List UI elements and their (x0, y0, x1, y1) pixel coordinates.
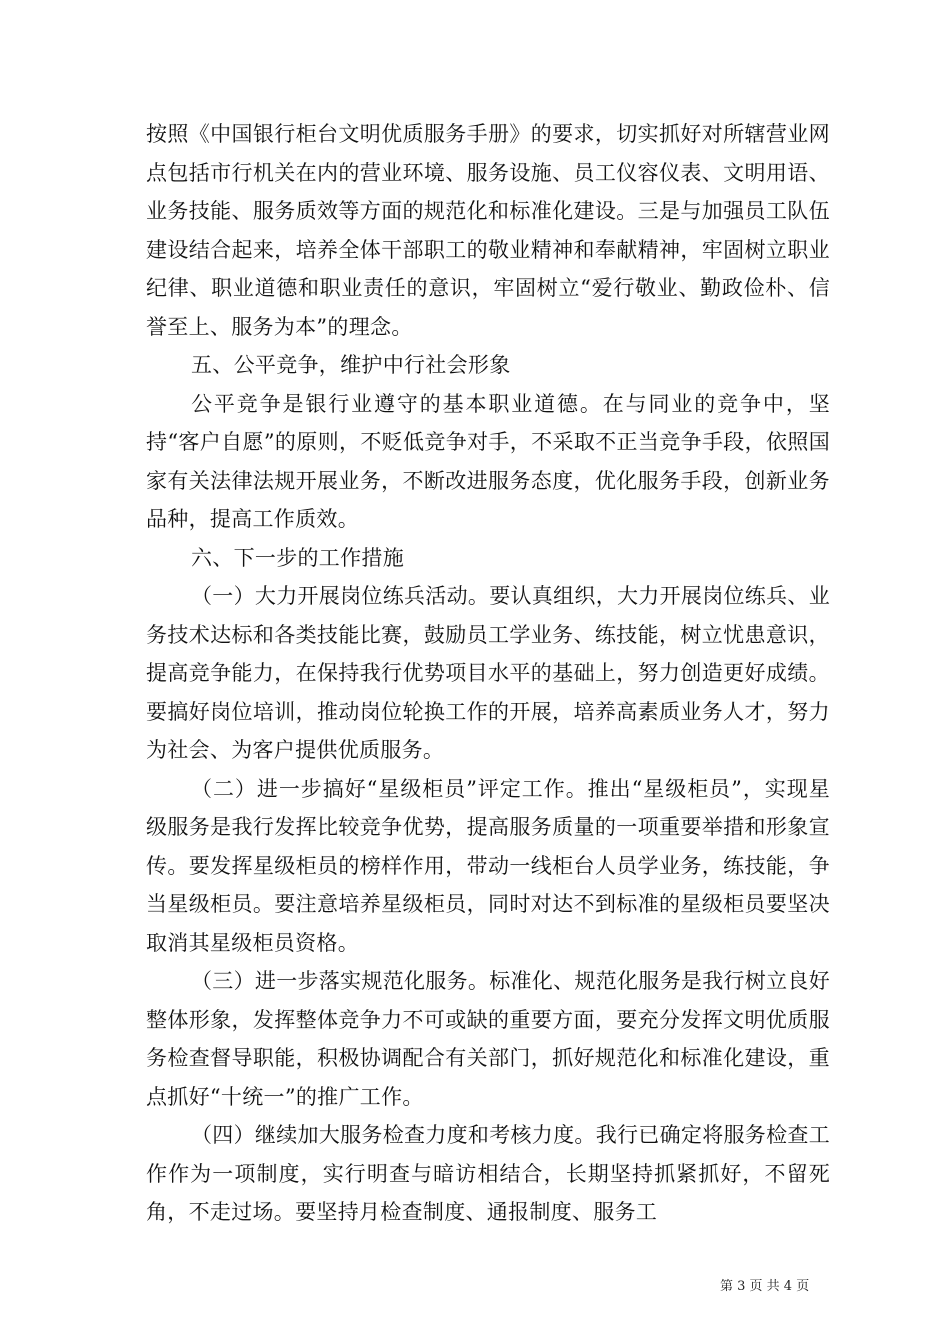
paragraph-measure-three: （三）进一步落实规范化服务。标准化、规范化服务是我行树立良好整体形象，发挥整体竞争力不可或缺的重要方面，要充分发挥文明优质服务检查督导职能，积极协调配合有关部门，抓好规范化和标准化建设，重点抓好“十统一”的推广工作。 (146, 969, 830, 1109)
paragraph-measure-four: （四）继续加大服务检查力度和考核力度。我行已确定将服务检查工作作为一项制度，实行明查与暗访相结合，长期坚持抓紧抓好，不留死角，不走过场。要坚持月检查制度、通报制度、服务工 (146, 1123, 830, 1224)
document-body (146, 115, 830, 1232)
paragraph-measure-one: （一）大力开展岗位练兵活动。要认真组织，大力开展岗位练兵、业务技术达标和各类技能比赛，鼓励员工学业务、练技能，树立忧患意识，提高竞争能力，在保持我行优势项目水平的基础上，努力创造更好成绩。要搞好岗位培训，推动岗位轮换工作的开展，培养高素质业务人才，努力为社会、为客户提供优质服务。 (146, 584, 830, 762)
paragraph-measure-two: （二）进一步搞好“星级柜员”评定工作。推出“星级柜员”，实现星级服务是我行发挥比较竞争优势，提高服务质量的一项重要举措和形象宣传。要发挥星级柜员的榜样作用，带动一线柜台人员学业务，练技能，争当星级柜员。要注意培养星级柜员，同时对达不到标准的星级柜员要坚决取消其星级柜员资格。 (146, 776, 830, 955)
section-heading-five: 五、公平竞争，维护中行社会形象 (191, 353, 511, 377)
paragraph-continuation: 按照《中国银行柜台文明优质服务手册》的要求，切实抓好对所辖营业网点包括市行机关在内的营业环境、服务设施、员工仪容仪表、文明用语、业务技能、服务质效等方面的规范化和标准化建设。三是与加强员工队伍建设结合起来，培养全体干部职工的敬业精神和奉献精神，牢固树立职业纪律、职业道德和职业责任的意识，牢固树立“爱行敬业、勤政俭朴、信誉至上、服务为本”的理念。 (146, 122, 830, 339)
page-number: 第 3 页 共 4 页 (720, 1279, 810, 1294)
paragraph-fair-competition: 公平竞争是银行业遵守的基本职业道德。在与同业的竞争中，坚持“客户自愿”的原则，不贬低竞争对手，不采取不正当竞争手段，依照国家有关法律法规开展业务，不断改进服务态度，优化服务手段，创新业务品种，提高工作质效。 (146, 391, 830, 531)
section-heading-six: 六、下一步的工作措施 (191, 545, 404, 570)
